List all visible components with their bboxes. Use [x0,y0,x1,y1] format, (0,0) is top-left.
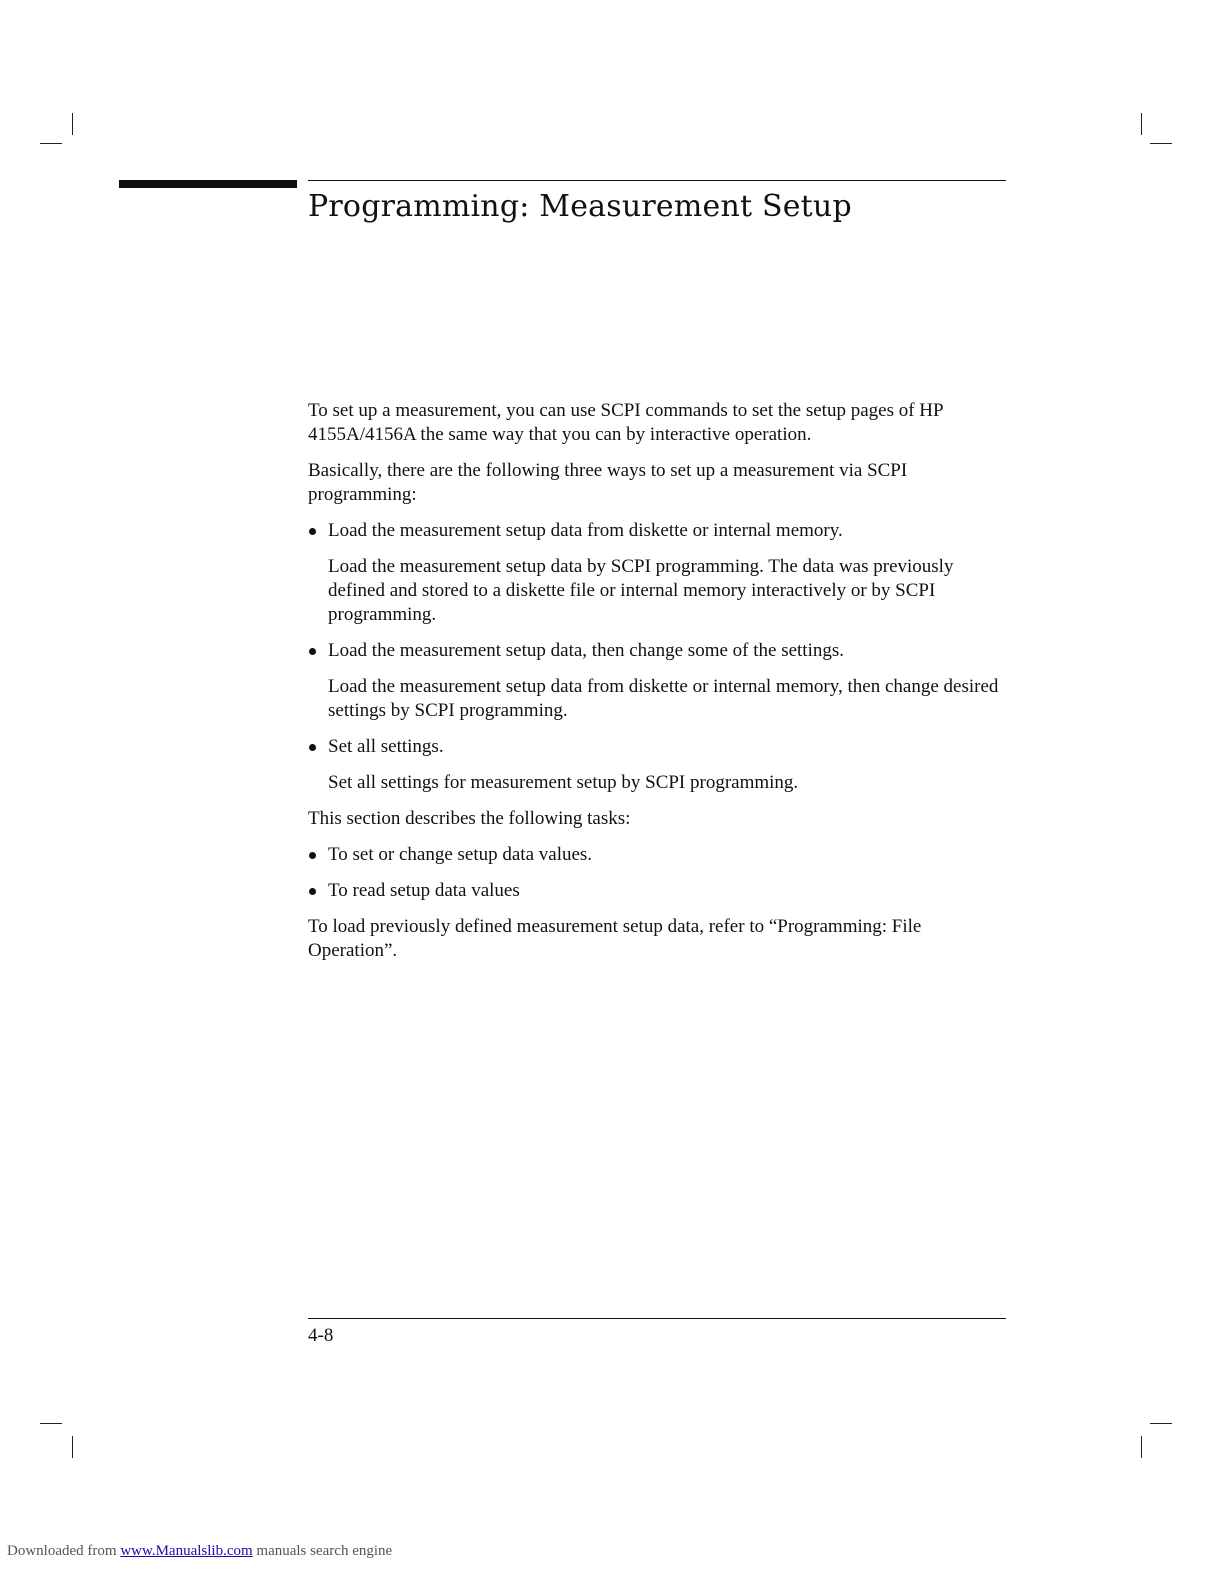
page-number: 4-8 [308,1325,334,1346]
manualslib-link[interactable]: www.Manualslib.com [120,1543,253,1559]
crop-mark [72,113,73,135]
list-item [308,639,1008,663]
bullet-icon [309,528,316,535]
intro-paragraph: Basically, there are the following three ways to set up a measurement via SCPI programming: [308,460,908,505]
footer-rule [308,1318,1006,1319]
bullet-icon [309,888,316,895]
crop-mark [1141,113,1142,135]
download-notice [7,1541,392,1561]
crop-mark [1141,1436,1142,1458]
task-item-text: To read setup data values [328,880,520,901]
task-item-text: To set or change setup data values. [328,844,593,865]
list-item-detail: Load the measurement setup data from diskette or internal memory, then change desired settings by SCPI programming. [328,676,999,721]
task-item [308,843,1008,867]
list-item-detail: Set all settings for measurement setup by SCPI programming. [328,772,799,793]
download-suffix: manuals search engine [256,1543,393,1559]
bullet-icon [309,648,316,655]
crop-mark [40,143,62,144]
title-rule [308,180,1006,181]
list-item [308,519,1008,543]
download-prefix: Downloaded from [7,1543,117,1559]
closing-paragraph: To load previously defined measurement setup data, refer to “Programming: File Operation”. [308,916,922,961]
body-content [308,399,1008,975]
tasks-intro: This section describes the following tasks: [308,808,631,829]
page-title: Programming: Measurement Setup [308,189,852,224]
bullet-icon [309,852,316,859]
task-item [308,879,1008,903]
intro-paragraph: To set up a measurement, you can use SCPI commands to set the setup pages of HP 4155A/4156A the same way that you can by interactive operation. [308,400,943,445]
list-item-text: Load the measurement setup data from diskette or internal memory. [328,520,843,541]
list-item-text: Set all settings. [328,736,444,757]
crop-mark [72,1436,73,1458]
crop-mark [40,1423,62,1424]
list-item-detail: Load the measurement setup data by SCPI programming. The data was previously defined and stored to a diskette file or internal memory interactively or by SCPI programming. [328,556,954,625]
list-item-text: Load the measurement setup data, then change some of the settings. [328,640,845,661]
section-marker-bar [119,180,297,188]
crop-mark [1150,1423,1172,1424]
list-item [308,735,1008,759]
bullet-icon [309,744,316,751]
crop-mark [1150,143,1172,144]
